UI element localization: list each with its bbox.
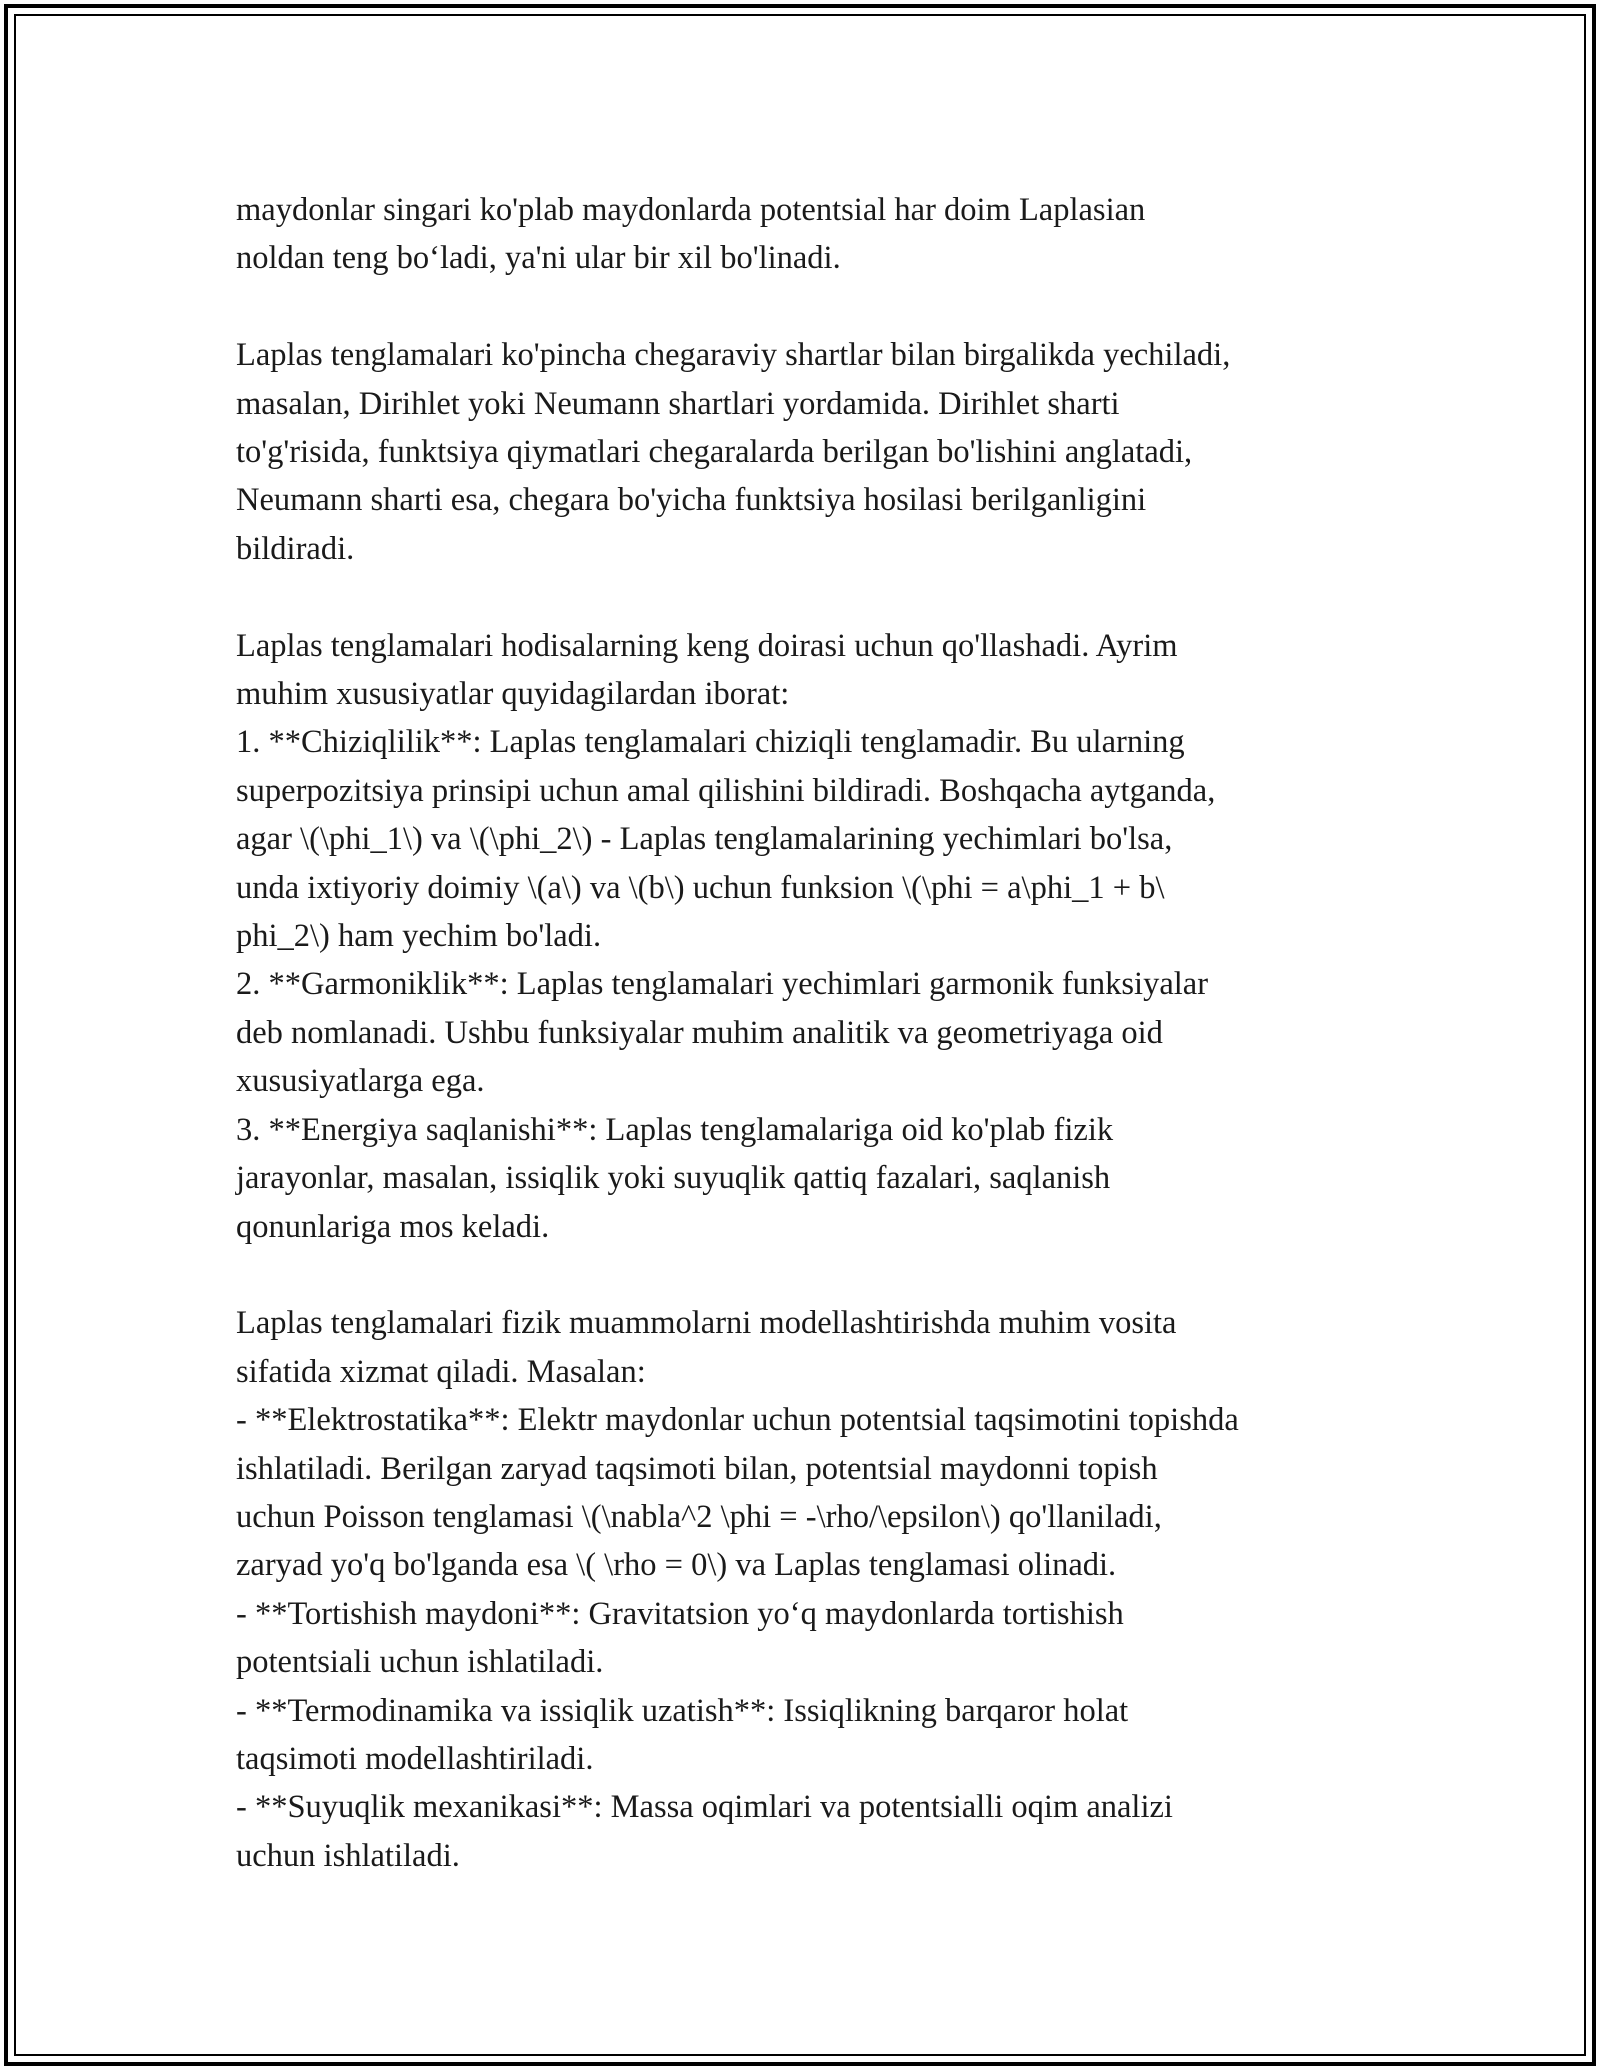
text-line: zaryad yo'q bo'lganda esa \( \rho = 0\) va Laplas tenglamasi olinadi. [236,1547,1117,1584]
paragraph-gap [236,573,1396,621]
text-line: bildiradi. [236,530,355,567]
text-line: - **Termodinamika va issiqlik uzatish**: Issiqlikning barqaror holat [236,1692,1129,1729]
text-line: ishlatiladi. Berilgan zaryad taqsimoti bilan, potentsial maydonni topish [236,1450,1158,1487]
text-line: noldan teng bo‘ladi, ya'ni ular bir xil bo'linadi. [236,240,841,277]
text-line: deb nomlanadi. Ushbu funksiyalar muhim analitik va geometriyaga oid [236,1014,1163,1051]
text-line: unda ixtiyoriy doimiy \(a\) va \(b\) uchun funksion \(\phi = a\phi_1 + b\ [236,869,1165,906]
text-line: - **Tortishish maydoni**: Gravitatsion yo‘q maydonlarda tortishish [236,1595,1124,1632]
text-line: Laplas tenglamalari ko'pincha chegaraviy shartlar bilan birgalikda yechiladi, [236,337,1231,374]
text-line: superpozitsiya prinsipi uchun amal qilishini bildiradi. Boshqacha aytganda, [236,772,1216,809]
text-line: phi_2\) ham yechim bo'ladi. [236,918,602,955]
text-line: qonunlariga mos keladi. [236,1208,550,1245]
text-line: jarayonlar, masalan, issiqlik yoki suyuqlik qattiq fazalari, saqlanish [236,1160,1111,1197]
paragraph-gap [236,283,1396,331]
text-line: uchun Poisson tenglamasi \(\nabla^2 \phi = -\rho/\epsilon\) qo'llaniladi, [236,1498,1162,1535]
text-line: - **Elektrostatika**: Elektr maydonlar uchun potentsial taqsimotini topishda [236,1402,1239,1439]
text-line: potentsiali uchun ishlatiladi. [236,1644,604,1681]
text-line: xususiyatlarga ega. [236,1063,485,1100]
text-line: 2. **Garmoniklik**: Laplas tenglamalari yechimlari garmonik funksiyalar [236,966,1209,1003]
text-line: muhim xususiyatlar quyidagilardan iborat: [236,676,790,713]
paragraph-properties [236,622,1396,1251]
document-body [236,186,1396,1880]
text-line: Neumann sharti esa, chegara bo'yicha funktsiya hosilasi berilganligini [236,482,1147,519]
paragraph-applications [236,1299,1396,1880]
text-line: 1. **Chiziqlilik**: Laplas tenglamalari chiziqli tenglamadir. Bu ularning [236,724,1185,761]
paragraph-gap [236,1251,1396,1299]
text-line: sifatida xizmat qiladi. Masalan: [236,1353,646,1390]
text-line: Laplas tenglamalari fizik muammolarni modellashtirishda muhim vosita [236,1305,1177,1342]
text-line: Laplas tenglamalari hodisalarning keng doirasi uchun qo'llashadi. Ayrim [236,627,1178,664]
text-line: maydonlar singari ko'plab maydonlarda potentsial har doim Laplasian [236,192,1146,228]
text-line: 3. **Energiya saqlanishi**: Laplas tenglamalariga oid ko'plab fizik [236,1111,1114,1148]
text-line: uchun ishlatiladi. [236,1837,460,1874]
text-line: taqsimoti modellashtiriladi. [236,1740,594,1777]
paragraph-intro [236,186,1396,283]
text-line: - **Suyuqlik mexanikasi**: Massa oqimlari va potentsialli oqim analizi [236,1789,1173,1826]
text-line: masalan, Dirihlet yoki Neumann shartlari yordamida. Dirihlet sharti [236,385,1120,422]
paragraph-boundary-conditions [236,331,1396,573]
text-line: agar \(\phi_1\) va \(\phi_2\) - Laplas tenglamalarining yechimlari bo'lsa, [236,821,1173,858]
text-line: to'g'risida, funktsiya qiymatlari chegaralarda berilgan bo'lishini anglatadi, [236,434,1193,471]
